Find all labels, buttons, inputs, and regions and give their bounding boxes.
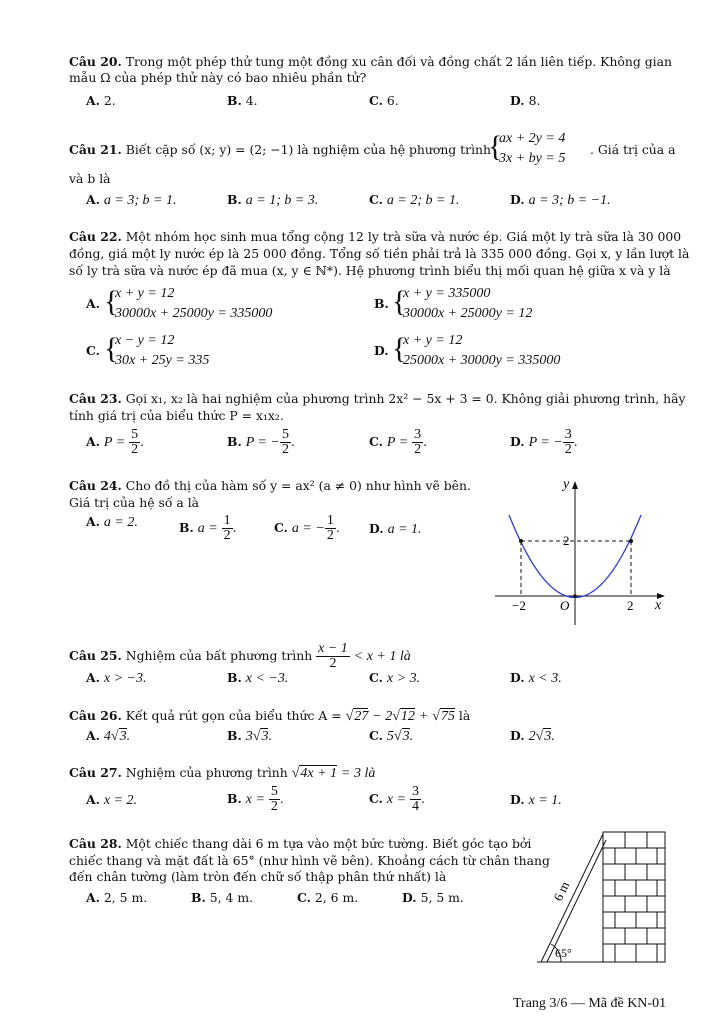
q23-option-a[interactable]: A. P = $\frac{5}{2}$ . <box>86 427 145 457</box>
q20-option-c[interactable]: C. 6. <box>369 93 399 108</box>
q25-option-d[interactable]: D. x < 3. <box>510 670 562 686</box>
tick-y-2: 2 <box>563 533 570 548</box>
q20-text1: Trong một phép thử tung một đồng xu cân đối và đồng chất 2 lần liên tiếp. Không gian <box>125 54 672 69</box>
q22-a-brace: { <box>104 285 119 318</box>
q28-option-d[interactable]: D. 5, 5 m. <box>402 890 464 905</box>
q21-text2: . Giá trị của a <box>590 142 676 157</box>
q20-option-d[interactable]: D. 8. <box>510 93 541 108</box>
q21-eq2: 3x + by = 5 <box>499 151 566 166</box>
q22-c-eq1: x − y = 12 <box>115 333 175 348</box>
point-left <box>519 539 523 543</box>
q25-option-b[interactable]: B. x < −3. <box>227 670 289 686</box>
q22-text3: số ly trà sữa và nước ép đã mua (x, y ∈ ℕ*). Hệ phương trình biểu thị mối quan hệ giữa x và y là <box>69 263 671 278</box>
q28-text3: đến chân tường (làm tròn đến chữ số thập phân thứ nhất) là <box>69 869 447 884</box>
q24-option-a[interactable]: A. a = 2. <box>86 514 138 530</box>
q28-option-b[interactable]: B. 5, 4 m. <box>191 890 254 905</box>
q26-option-d[interactable]: D. 2√3. <box>510 728 555 744</box>
q21-text3: và b là <box>69 171 111 186</box>
q22-option-c-label[interactable]: C. <box>86 343 100 358</box>
brick-wall <box>603 832 665 962</box>
q22-text2: đồng, giá một ly nước ép là 25 000 đồng. Tổng số tiền phải trả là 335 000 đồng. Gọi x, y lần lượt là <box>69 246 690 261</box>
q27-option-a[interactable]: A. x = 2. <box>86 792 138 808</box>
q22-b-brace: { <box>392 285 407 318</box>
x-axis-label: x <box>655 598 662 613</box>
q21-eq1: ax + 2y = 4 <box>499 131 566 146</box>
q26-line1: Câu 26. Kết quả rút gọn của biểu thức A = √27 − 2√12 + √75 là <box>69 708 471 724</box>
q21-line1: Câu 21. Biết cặp số (x; y) = (2; −1) là nghiệm của hệ phương trình <box>69 142 492 157</box>
q24-option-b[interactable]: B. a = $\frac{1}{2}$ . <box>179 513 237 543</box>
q22-b-eq1: x + y = 335000 <box>403 286 491 301</box>
q24-option-d[interactable]: D. a = 1. <box>369 521 422 537</box>
point-origin <box>573 594 577 598</box>
ladder-rail-2 <box>547 840 606 962</box>
y-axis-arrow-icon <box>572 481 578 489</box>
q22-c-eq2: 30x + 25y = 335 <box>115 353 210 368</box>
q22-b-eq2: 30000x + 25000y = 12 <box>403 306 533 321</box>
q22-option-a-label[interactable]: A. <box>86 296 100 311</box>
angle-label: 65° <box>555 946 572 960</box>
q26-option-a[interactable]: A. 4√3. <box>86 728 131 744</box>
q27-line1: Câu 27. Nghiệm của phương trình √4x + 1 = 3 là <box>69 765 376 781</box>
q24-line1: Câu 24. Cho đồ thị của hàm số y = ax² (a ≠ 0) như hình vẽ bên. <box>69 478 471 493</box>
q23-text2: tính giá trị của biểu thức P = x₁x₂. <box>69 408 284 423</box>
q22-c-brace: { <box>104 332 119 365</box>
q20-option-b[interactable]: B. 4. <box>227 93 258 108</box>
q23-option-d[interactable]: D. P = − $\frac{3}{2}$ . <box>510 427 578 457</box>
parabola-graph <box>495 475 675 630</box>
q26-option-c[interactable]: C. 5√3. <box>369 728 414 744</box>
q23-option-c[interactable]: C. P = $\frac{3}{2}$ . <box>369 427 428 457</box>
q20-text2: mẫu Ω của phép thử này có bao nhiêu phần tử? <box>69 70 367 85</box>
q28-option-c[interactable]: C. 2, 6 m. <box>297 890 359 905</box>
q22-a-eq1: x + y = 12 <box>115 286 175 301</box>
q21-option-d[interactable]: D. a = 3; b = −1. <box>510 192 611 208</box>
q27-option-b[interactable]: B. x = $\frac{5}{2}$ . <box>227 784 284 814</box>
q20-number: Câu 20. <box>69 54 122 69</box>
q24-text2: Giá trị của hệ số a là <box>69 495 200 510</box>
q25-option-a[interactable]: A. x > −3. <box>86 670 147 686</box>
q22-d-brace: { <box>392 332 407 365</box>
origin-label: O <box>560 598 570 613</box>
tick-neg-2: −2 <box>512 598 526 613</box>
tick-pos-2: 2 <box>627 598 634 613</box>
q28-text2: chiếc thang và mặt đất là 65° (như hình vẽ bên). Khoảng cách từ chân thang <box>69 853 550 868</box>
q22-a-eq2: 30000x + 25000y = 335000 <box>115 306 273 321</box>
q20-line1 <box>69 54 672 70</box>
q21-option-c[interactable]: C. a = 2; b = 1. <box>369 192 460 208</box>
q22-line1: Câu 22. Một nhóm học sinh mua tổng cộng 12 ly trà sữa và nước ép. Giá một ly trà sữa là 30 000 <box>69 229 682 244</box>
page-footer: Trang 3/6 — Mã đề KN-01 <box>513 996 667 1011</box>
q28-line1: Câu 28. Một chiếc thang dài 6 m tựa vào một bức tường. Biết góc tạo bởi <box>69 836 532 851</box>
q21-brace: { <box>488 130 503 163</box>
q27-option-d[interactable]: D. x = 1. <box>510 792 562 808</box>
ladder-wall-figure <box>535 830 670 970</box>
length-label: 6 m <box>550 878 573 904</box>
q22-d-eq1: x + y = 12 <box>403 333 463 348</box>
q22-option-d-label[interactable]: D. <box>374 343 389 358</box>
y-axis-label: y <box>563 477 570 492</box>
q22-d-eq2: 25000x + 30000y = 335000 <box>403 353 561 368</box>
q22-option-b-label[interactable]: B. <box>374 296 389 311</box>
q27-option-c[interactable]: C. x = $\frac{3}{4}$ . <box>369 784 425 814</box>
q21-option-b[interactable]: B. a = 1; b = 3. <box>227 192 319 208</box>
q26-option-b[interactable]: B. 3√3. <box>227 728 272 744</box>
q21-option-a[interactable]: A. a = 3; b = 1. <box>86 192 177 208</box>
point-right <box>629 539 633 543</box>
q25-option-c[interactable]: C. x > 3. <box>369 670 421 686</box>
q23-line1: Câu 23. Gọi x₁, x₂ là hai nghiệm của phương trình 2x² − 5x + 3 = 0. Không giải phương trình, hãy <box>69 391 686 406</box>
q28-option-a[interactable]: A. 2, 5 m. <box>86 890 148 905</box>
q25-line1: Câu 25. Nghiệm của bất phương trình $\frac{x - 1}{2}$ < x + 1 là <box>69 641 411 671</box>
q23-option-b[interactable]: B. P = − $\frac{5}{2}$ . <box>227 427 295 457</box>
ladder-rail-1 <box>541 834 603 962</box>
q25-fraction: $\frac{x - 1}{2}$ <box>318 641 348 671</box>
q20-option-a[interactable]: A. 2. <box>86 93 116 108</box>
q24-option-c[interactable]: C. a = − $\frac{1}{2}$ . <box>274 513 340 543</box>
